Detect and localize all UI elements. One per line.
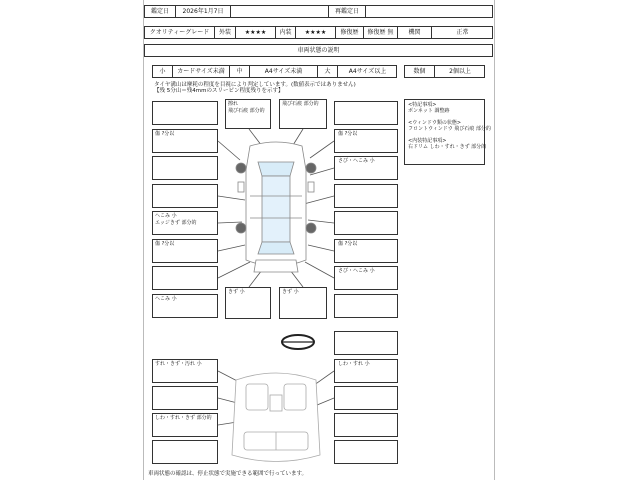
annotation-bottom-center: きず 小 [282, 289, 299, 295]
label-exterior: 外装 [215, 27, 236, 39]
annotation-top-left-2: 飛び石痕 部分的 [228, 108, 265, 114]
blank-cell [231, 6, 329, 18]
annotation-left-edge: エッジきず 部分的 [155, 220, 197, 226]
annotation-box [334, 413, 398, 437]
annotation-box [334, 211, 398, 235]
size-legend [152, 65, 397, 78]
special-notes-interior-heading: <内装特記事項> [408, 138, 447, 144]
annotation-box [225, 287, 271, 319]
header-row-dates [144, 5, 493, 18]
annotation-box [334, 359, 398, 383]
special-notes-heading: <特記事項> [408, 102, 437, 108]
footer-note: 車両状態の確認は、停止状態で実施できる範囲で行っています。 [148, 471, 308, 477]
annotation-box [334, 294, 398, 318]
count-legend [404, 65, 485, 78]
label-equipment: 機関 [398, 27, 432, 39]
annotation-box [334, 101, 398, 125]
inspection-date: 2026年1月7日 [176, 6, 231, 18]
interior-stars: ★★★★ [296, 27, 336, 39]
size-small: 小 [153, 66, 173, 78]
label-reinspection-date: 再鑑定日 [329, 6, 366, 18]
annotation-box [334, 331, 398, 355]
repair-history: 修復歴 無 [364, 27, 398, 39]
count-desc: 2個以上 [449, 68, 471, 75]
annotation-box [152, 184, 218, 208]
special-notes-window: フロントウィンドウ 飛び石痕 部分的 [408, 126, 491, 132]
annotation-box [152, 294, 218, 318]
special-notes-box [404, 99, 491, 165]
annotation-box [152, 156, 218, 180]
section-title-text: 車両状態の説明 [297, 47, 340, 54]
annotation-box [152, 386, 218, 410]
annotation-box [152, 359, 218, 383]
annotation-box [152, 211, 218, 235]
tire-note-2: 【残 5分山＝残4mmのスリーピン程度残りを示す】 [154, 88, 284, 94]
annotation-box [279, 287, 327, 319]
annotation-left-scratch-1: 傷 ?分以 [155, 131, 175, 137]
annotation-box [334, 129, 398, 153]
annotation-box [279, 99, 327, 129]
special-notes-interior: 右ドリム しわ・すれ・きず 部分的 [408, 144, 487, 150]
annotation-right-dent-2: さび・へこみ 小 [338, 268, 375, 274]
exterior-stars: ★★★★ [236, 27, 276, 39]
annotation-box [334, 156, 398, 180]
annotation-right-dent-1: さび・へこみ 小 [338, 158, 375, 164]
annotation-box [152, 413, 218, 437]
annotation-interior-bottom-left: しわ・すれ・きず 部分的 [155, 415, 212, 421]
size-large: 大 [318, 66, 338, 78]
annotation-interior-top-left: すれ・きず・汚れ 小 [155, 361, 202, 367]
label-quality-grade: クオリティーグレード [145, 27, 215, 39]
annotation-box [225, 99, 271, 129]
annotation-box [152, 129, 218, 153]
reinspection-date [366, 6, 493, 18]
annotation-box [334, 386, 398, 410]
annotation-box [152, 266, 218, 290]
special-notes-bonnet: ボンネット 調整跡 [408, 108, 450, 114]
annotation-interior-top-right: しわ・すれ 小 [338, 361, 370, 367]
size-small-desc: カードサイズ未満 [173, 66, 230, 78]
size-large-desc: A4サイズ以上 [348, 68, 387, 75]
annotation-left-dent-1: へこみ 小 [155, 213, 177, 219]
size-medium: 中 [230, 66, 250, 78]
annotation-right-scratch-1: 傷 ?分以 [338, 131, 358, 137]
annotation-bottom-left: きず 小 [228, 289, 245, 295]
label-interior: 内装 [276, 27, 296, 39]
annotation-box [334, 239, 398, 263]
annotation-box [152, 440, 218, 464]
equipment-status: 正常 [456, 29, 469, 36]
annotation-box [334, 184, 398, 208]
tire-note-1: タイヤ溝山は摩耗の程度を目視により判定しています。(数値表示ではありません) [154, 82, 356, 88]
label-repair-history: 修復歴 [336, 27, 364, 39]
special-notes-window-heading: <ウィンドウ類の状態> [408, 120, 462, 126]
label-inspection-date: 鑑定日 [145, 6, 176, 18]
annotation-left-dent-2: へこみ 小 [155, 296, 177, 302]
section-title [144, 44, 493, 57]
annotation-top-left-1: 擦れ [228, 101, 239, 107]
annotation-top-center: 飛び石痕 部分的 [282, 101, 319, 107]
annotation-left-scratch-2: 傷 ?分以 [155, 241, 175, 247]
size-medium-desc: A4サイズ未満 [250, 66, 318, 78]
header-row-grades [144, 26, 493, 39]
annotation-box [334, 266, 398, 290]
annotation-right-scratch-2: 傷 ?分以 [338, 241, 358, 247]
annotation-box [152, 239, 218, 263]
count-label: 数個 [405, 66, 435, 78]
annotation-box [334, 440, 398, 464]
annotation-box [152, 101, 218, 125]
